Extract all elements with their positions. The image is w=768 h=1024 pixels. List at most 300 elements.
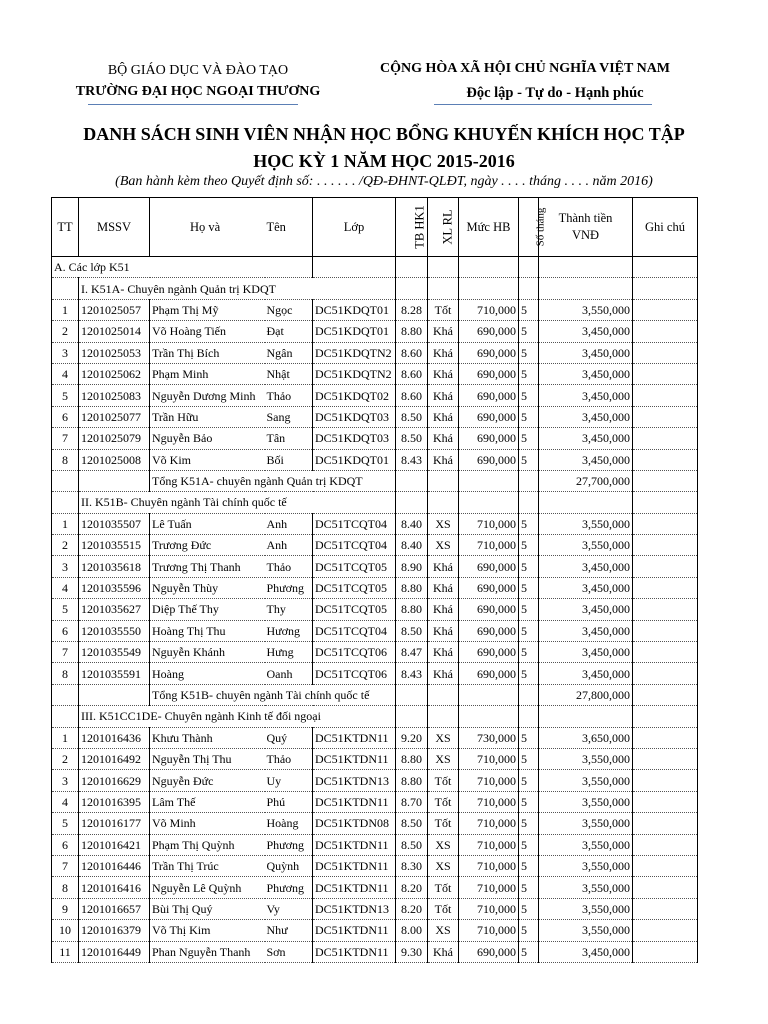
cell-tb: 8.80: [396, 599, 428, 620]
cell-ho: Nguyễn Bảo: [150, 428, 265, 449]
cell-ghi-chu: [633, 577, 698, 598]
table-row: [52, 363, 698, 384]
cell-lop: DC51KTDN13: [313, 770, 396, 791]
cell-lop: DC51KTDN11: [313, 941, 396, 962]
section-title-row: [52, 492, 698, 513]
total-label: [150, 684, 396, 705]
cell-so-thang: 5: [519, 855, 539, 876]
cell-muc: 710,000: [459, 898, 519, 919]
cell-mssv: 1201035627: [79, 599, 150, 620]
table-header-row: [52, 198, 698, 257]
cell-ten: Đạt: [265, 321, 313, 342]
cell-so-thang: 5: [519, 513, 539, 534]
cell-thanh-tien: 3,450,000: [539, 385, 633, 406]
cell-tb: 8.30: [396, 855, 428, 876]
cell-mssv: 1201016177: [79, 813, 150, 834]
cell-tt: 1: [52, 727, 79, 748]
cell-tb: 8.80: [396, 748, 428, 769]
cell-muc: 690,000: [459, 556, 519, 577]
table-row: [52, 599, 698, 620]
cell-mssv: 1201016492: [79, 748, 150, 769]
cell-lop: DC51KDQT01: [313, 321, 396, 342]
empty-cell: [539, 706, 633, 727]
cell-tt: 7: [52, 855, 79, 876]
table-row: [52, 385, 698, 406]
cell-ten: Anh: [265, 535, 313, 556]
cell-thanh-tien: 3,550,000: [539, 535, 633, 556]
cell-thanh-tien: 3,450,000: [539, 556, 633, 577]
cell-ten: Quý: [265, 727, 313, 748]
cell-lop: DC51KTDN11: [313, 834, 396, 855]
cell-xl: Tốt: [428, 299, 459, 320]
cell-tt: 3: [52, 556, 79, 577]
cell-ten: Hương: [265, 620, 313, 641]
cell-tt: 4: [52, 363, 79, 384]
table-row: [52, 770, 698, 791]
cell-tb: 8.00: [396, 920, 428, 941]
cell-mssv: 1201016446: [79, 855, 150, 876]
cell-ghi-chu: [633, 898, 698, 919]
cell-xl: Khá: [428, 941, 459, 962]
cell-ten: Anh: [265, 513, 313, 534]
cell-mssv: 1201035591: [79, 663, 150, 684]
cell-tb: 8.60: [396, 363, 428, 384]
cell-ghi-chu: [633, 770, 698, 791]
cell-xl: Khá: [428, 428, 459, 449]
cell-ten: Phương: [265, 577, 313, 598]
scholarship-table: [51, 197, 698, 963]
cell-tb: 8.40: [396, 535, 428, 556]
empty-cell: [519, 706, 539, 727]
cell-lop: DC51TCQT05: [313, 599, 396, 620]
cell-so-thang: 5: [519, 898, 539, 919]
cell-tt: 5: [52, 385, 79, 406]
cell-muc: 730,000: [459, 727, 519, 748]
cell-lop: DC51KTDN11: [313, 727, 396, 748]
cell-mssv: 1201025057: [79, 299, 150, 320]
cell-muc: 690,000: [459, 577, 519, 598]
cell-thanh-tien: 3,550,000: [539, 791, 633, 812]
table-row: [52, 299, 698, 320]
cell-tb: 8.43: [396, 449, 428, 470]
cell-tb: 8.50: [396, 813, 428, 834]
cell-ho: Trương Đức: [150, 535, 265, 556]
cell-so-thang: 5: [519, 813, 539, 834]
document-subtitle: HỌC KỲ 1 NĂM HỌC 2015-2016: [253, 151, 515, 171]
cell-mssv: 1201016657: [79, 898, 150, 919]
empty-cell: [633, 257, 698, 278]
cell-xl: Khá: [428, 321, 459, 342]
cell-ten: Oanh: [265, 663, 313, 684]
cell-thanh-tien: 3,550,000: [539, 813, 633, 834]
section-title-text: I. K51A- Chuyên ngành Quản trị KDQT: [81, 281, 276, 296]
cell-so-thang: 5: [519, 299, 539, 320]
cell-tt: 6: [52, 620, 79, 641]
cell-tb: 8.80: [396, 770, 428, 791]
cell-muc: 690,000: [459, 385, 519, 406]
cell-thanh-tien: 3,550,000: [539, 877, 633, 898]
cell-ho: Võ Hoàng Tiến: [150, 321, 265, 342]
cell-thanh-tien: 3,450,000: [539, 449, 633, 470]
cell-xl: Tốt: [428, 791, 459, 812]
cell-ten: Thảo: [265, 556, 313, 577]
cell-thanh-tien: 3,450,000: [539, 406, 633, 427]
cell-lop: DC51TCQT04: [313, 513, 396, 534]
cell-ten: Thảo: [265, 748, 313, 769]
cell-ghi-chu: [633, 748, 698, 769]
cell-lop: DC51KTDN11: [313, 791, 396, 812]
cell-mssv: 1201016436: [79, 727, 150, 748]
table-row: [52, 813, 698, 834]
cell-ho: Nguyễn Lê Quỳnh: [150, 877, 265, 898]
cell-lop: DC51KTDN13: [313, 898, 396, 919]
table-row: [52, 791, 698, 812]
cell-ho: Trần Hữu: [150, 406, 265, 427]
cell-ho: Nguyễn Thị Thu: [150, 748, 265, 769]
cell-ho: Diệp Thế Thy: [150, 599, 265, 620]
empty-cell: [396, 257, 428, 278]
table-row: [52, 535, 698, 556]
cell-so-thang: 5: [519, 599, 539, 620]
cell-xl: Khá: [428, 663, 459, 684]
cell-ten: Ngân: [265, 342, 313, 363]
empty-cell: [428, 257, 459, 278]
cell-lop: DC51TCQT04: [313, 535, 396, 556]
table-row: [52, 748, 698, 769]
cell-tt: 5: [52, 813, 79, 834]
cell-xl: XS: [428, 855, 459, 876]
decision-reference: (Ban hành kèm theo Quyết định số: . . . . . . /QĐ-ĐHNT-QLĐT, ngày . . . . tháng . . . . năm 2016): [115, 174, 653, 189]
section-title-row: [52, 706, 698, 727]
school-name: TRƯỜNG ĐẠI HỌC NGOẠI THƯƠNG: [75, 84, 321, 99]
cell-tt: 11: [52, 941, 79, 962]
empty-cell: [52, 278, 79, 299]
section-title: [79, 278, 396, 299]
col-ten-header: Tên: [265, 198, 313, 257]
cell-xl: XS: [428, 535, 459, 556]
cell-so-thang: 5: [519, 920, 539, 941]
cell-ghi-chu: [633, 834, 698, 855]
cell-tb: 8.60: [396, 342, 428, 363]
cell-xl: Khá: [428, 556, 459, 577]
cell-ho: Lâm Thế: [150, 791, 265, 812]
cell-ghi-chu: [633, 920, 698, 941]
cell-ten: Phú: [265, 791, 313, 812]
cell-thanh-tien: 3,450,000: [539, 363, 633, 384]
motto-underline: [434, 104, 652, 105]
col-so-thang-label: Số tháng: [534, 207, 547, 247]
cell-lop: DC51TCQT06: [313, 642, 396, 663]
cell-tt: 8: [52, 449, 79, 470]
cell-tt: 4: [52, 577, 79, 598]
empty-cell: [519, 492, 539, 513]
col-vnd-label: VNĐ: [571, 228, 600, 242]
cell-xl: Tốt: [428, 813, 459, 834]
table-row: [52, 877, 698, 898]
cell-mssv: 1201035618: [79, 556, 150, 577]
cell-lop: DC51TCQT05: [313, 577, 396, 598]
group-row: [52, 257, 698, 278]
cell-muc: 690,000: [459, 449, 519, 470]
republic-name: CỘNG HÒA XÃ HỘI CHỦ NGHĨA VIỆT NAM: [380, 61, 671, 76]
cell-ghi-chu: [633, 855, 698, 876]
empty-cell: [459, 470, 519, 491]
cell-ten: Nhật: [265, 363, 313, 384]
cell-tt: 1: [52, 299, 79, 320]
cell-muc: 710,000: [459, 770, 519, 791]
cell-ghi-chu: [633, 342, 698, 363]
cell-lop: DC51KDQT03: [313, 406, 396, 427]
empty-cell: [519, 257, 539, 278]
cell-mssv: 1201025062: [79, 363, 150, 384]
col-mssv-header: MSSV: [79, 198, 150, 257]
cell-ten: Uy: [265, 770, 313, 791]
cell-mssv: 1201016379: [79, 920, 150, 941]
cell-thanh-tien: 3,550,000: [539, 855, 633, 876]
cell-mssv: 1201016629: [79, 770, 150, 791]
cell-ghi-chu: [633, 727, 698, 748]
empty-cell: [396, 492, 428, 513]
cell-ho: Khưu Thành: [150, 727, 265, 748]
cell-muc: 710,000: [459, 299, 519, 320]
cell-ghi-chu: [633, 941, 698, 962]
cell-tt: 5: [52, 599, 79, 620]
cell-thanh-tien: 3,550,000: [539, 770, 633, 791]
cell-so-thang: 5: [519, 577, 539, 598]
empty-cell: [396, 706, 428, 727]
cell-lop: DC51KDQTN2: [313, 363, 396, 384]
cell-lop: DC51TCQT06: [313, 663, 396, 684]
cell-tb: 8.50: [396, 428, 428, 449]
cell-ten: Thy: [265, 599, 313, 620]
cell-ho: Phan Nguyễn Thanh: [150, 941, 265, 962]
cell-ghi-chu: [633, 428, 698, 449]
cell-tb: 8.80: [396, 321, 428, 342]
cell-ghi-chu: [633, 663, 698, 684]
cell-so-thang: 5: [519, 663, 539, 684]
school-underline: [88, 104, 298, 105]
total-amount: 27,700,000: [539, 470, 633, 491]
total-row: [52, 684, 698, 705]
table-row: [52, 449, 698, 470]
document-title: DANH SÁCH SINH VIÊN NHẬN HỌC BỔNG KHUYẾN KHÍCH HỌC TẬP: [83, 124, 685, 144]
table-row: [52, 321, 698, 342]
cell-ho: Lê Tuấn: [150, 513, 265, 534]
table-row: [52, 556, 698, 577]
cell-mssv: 1201025077: [79, 406, 150, 427]
cell-xl: XS: [428, 748, 459, 769]
cell-muc: 690,000: [459, 663, 519, 684]
cell-ten: Ngọc: [265, 299, 313, 320]
cell-muc: 710,000: [459, 748, 519, 769]
cell-ho: Bùi Thị Quý: [150, 898, 265, 919]
cell-ten: Vy: [265, 898, 313, 919]
cell-lop: DC51KTDN11: [313, 748, 396, 769]
cell-ghi-chu: [633, 642, 698, 663]
cell-tt: 2: [52, 535, 79, 556]
cell-tb: 8.47: [396, 642, 428, 663]
cell-ho: Phạm Minh: [150, 363, 265, 384]
cell-mssv: 1201016449: [79, 941, 150, 962]
cell-xl: Khá: [428, 385, 459, 406]
table-row: [52, 577, 698, 598]
cell-muc: 710,000: [459, 855, 519, 876]
table-row: [52, 898, 698, 919]
col-tt-header: TT: [52, 198, 79, 257]
cell-lop: DC51KTDN11: [313, 855, 396, 876]
cell-so-thang: 5: [519, 770, 539, 791]
cell-tb: 8.20: [396, 877, 428, 898]
total-label-text: Tổng K51A- chuyên ngành Quản trị KDQT: [152, 474, 363, 489]
cell-tb: 8.80: [396, 577, 428, 598]
cell-xl: Khá: [428, 577, 459, 598]
cell-mssv: 1201025079: [79, 428, 150, 449]
cell-mssv: 1201025053: [79, 342, 150, 363]
cell-ho: Nguyễn Khánh: [150, 642, 265, 663]
cell-ho: Nguyễn Đức: [150, 770, 265, 791]
table-row: [52, 620, 698, 641]
table-row: [52, 834, 698, 855]
cell-ten: Phương: [265, 877, 313, 898]
col-ho-label: Họ và: [190, 220, 221, 234]
cell-thanh-tien: 3,450,000: [539, 642, 633, 663]
cell-muc: 710,000: [459, 877, 519, 898]
total-label-text: Tổng K51B- chuyên ngành Tài chính quốc tế: [152, 688, 370, 702]
cell-ghi-chu: [633, 299, 698, 320]
cell-so-thang: 5: [519, 941, 539, 962]
cell-tb: 8.50: [396, 620, 428, 641]
cell-xl: Tốt: [428, 770, 459, 791]
empty-cell: [633, 492, 698, 513]
table-row: [52, 406, 698, 427]
cell-thanh-tien: 3,550,000: [539, 513, 633, 534]
table-row: [52, 342, 698, 363]
cell-ghi-chu: [633, 599, 698, 620]
cell-ghi-chu: [633, 321, 698, 342]
cell-muc: 690,000: [459, 363, 519, 384]
cell-muc: 690,000: [459, 642, 519, 663]
cell-ho: Võ Minh: [150, 813, 265, 834]
cell-tb: 8.60: [396, 385, 428, 406]
cell-xl: XS: [428, 727, 459, 748]
cell-ten: Sang: [265, 406, 313, 427]
cell-so-thang: 5: [519, 428, 539, 449]
empty-cell: [428, 278, 459, 299]
cell-tt: 3: [52, 770, 79, 791]
cell-ten: Tân: [265, 428, 313, 449]
col-thanh-tien-header: [539, 198, 633, 257]
group-a-label: A. Các lớp K51: [54, 260, 130, 275]
empty-cell: [428, 706, 459, 727]
table-body: [52, 257, 698, 963]
cell-tt: 3: [52, 342, 79, 363]
cell-ho: Trần Thị Trúc: [150, 855, 265, 876]
cell-mssv: 1201016416: [79, 877, 150, 898]
cell-ho: Nguyễn Dương Minh: [150, 385, 265, 406]
cell-ghi-chu: [633, 791, 698, 812]
cell-ten: Phương: [265, 834, 313, 855]
cell-tb: 8.90: [396, 556, 428, 577]
cell-tt: 6: [52, 406, 79, 427]
cell-tb: 8.40: [396, 513, 428, 534]
cell-muc: 710,000: [459, 834, 519, 855]
cell-so-thang: 5: [519, 321, 539, 342]
cell-tb: 8.70: [396, 791, 428, 812]
cell-tb: 8.50: [396, 834, 428, 855]
cell-tt: 7: [52, 642, 79, 663]
cell-tb: 9.20: [396, 727, 428, 748]
national-motto: Độc lập - Tự do - Hạnh phúc: [466, 85, 644, 101]
cell-thanh-tien: 3,450,000: [539, 321, 633, 342]
cell-ten: Quỳnh: [265, 855, 313, 876]
cell-lop: DC51KDQT01: [313, 299, 396, 320]
cell-xl: Tốt: [428, 898, 459, 919]
cell-tt: 9: [52, 898, 79, 919]
cell-thanh-tien: 3,450,000: [539, 599, 633, 620]
cell-tb: 8.50: [396, 406, 428, 427]
cell-tt: 6: [52, 834, 79, 855]
cell-muc: 710,000: [459, 920, 519, 941]
cell-mssv: 1201035596: [79, 577, 150, 598]
empty-cell: [52, 492, 79, 513]
cell-thanh-tien: 3,450,000: [539, 577, 633, 598]
table-row: [52, 428, 698, 449]
cell-lop: DC51TCQT05: [313, 556, 396, 577]
cell-lop: DC51KTDN08: [313, 813, 396, 834]
cell-muc: 690,000: [459, 428, 519, 449]
cell-ghi-chu: [633, 363, 698, 384]
group-title: [52, 257, 313, 278]
empty-cell: [539, 278, 633, 299]
empty-cell: [52, 706, 79, 727]
cell-ho: Hoàng Thị Thu: [150, 620, 265, 641]
cell-xl: Khá: [428, 449, 459, 470]
section-title: [79, 492, 396, 513]
col-so-thang-header: [519, 198, 547, 257]
col-xl-header: [428, 198, 459, 257]
cell-so-thang: 5: [519, 834, 539, 855]
cell-muc: 710,000: [459, 535, 519, 556]
cell-thanh-tien: 3,650,000: [539, 727, 633, 748]
table-row: [52, 642, 698, 663]
cell-lop: DC51TCQT04: [313, 620, 396, 641]
cell-xl: Khá: [428, 599, 459, 620]
table-row: [52, 941, 698, 962]
table-row: [52, 920, 698, 941]
cell-lop: DC51KDQTN2: [313, 342, 396, 363]
total-amount: 27,800,000: [539, 684, 633, 705]
cell-ghi-chu: [633, 385, 698, 406]
empty-cell: [459, 257, 519, 278]
cell-tt: 1: [52, 513, 79, 534]
empty-cell: [633, 684, 698, 705]
empty-cell: [396, 470, 428, 491]
cell-mssv: 1201035507: [79, 513, 150, 534]
cell-lop: DC51KDQT02: [313, 385, 396, 406]
cell-muc: 690,000: [459, 941, 519, 962]
empty-cell: [633, 278, 698, 299]
cell-ghi-chu: [633, 406, 698, 427]
empty-cell: [428, 470, 459, 491]
cell-ho: Trương Thị Thanh: [150, 556, 265, 577]
cell-lop: DC51KDQT01: [313, 449, 396, 470]
empty-cell: [459, 684, 519, 705]
cell-xl: Khá: [428, 406, 459, 427]
cell-thanh-tien: 3,450,000: [539, 342, 633, 363]
cell-thanh-tien: 3,550,000: [539, 898, 633, 919]
cell-mssv: 1201025008: [79, 449, 150, 470]
cell-so-thang: 5: [519, 727, 539, 748]
